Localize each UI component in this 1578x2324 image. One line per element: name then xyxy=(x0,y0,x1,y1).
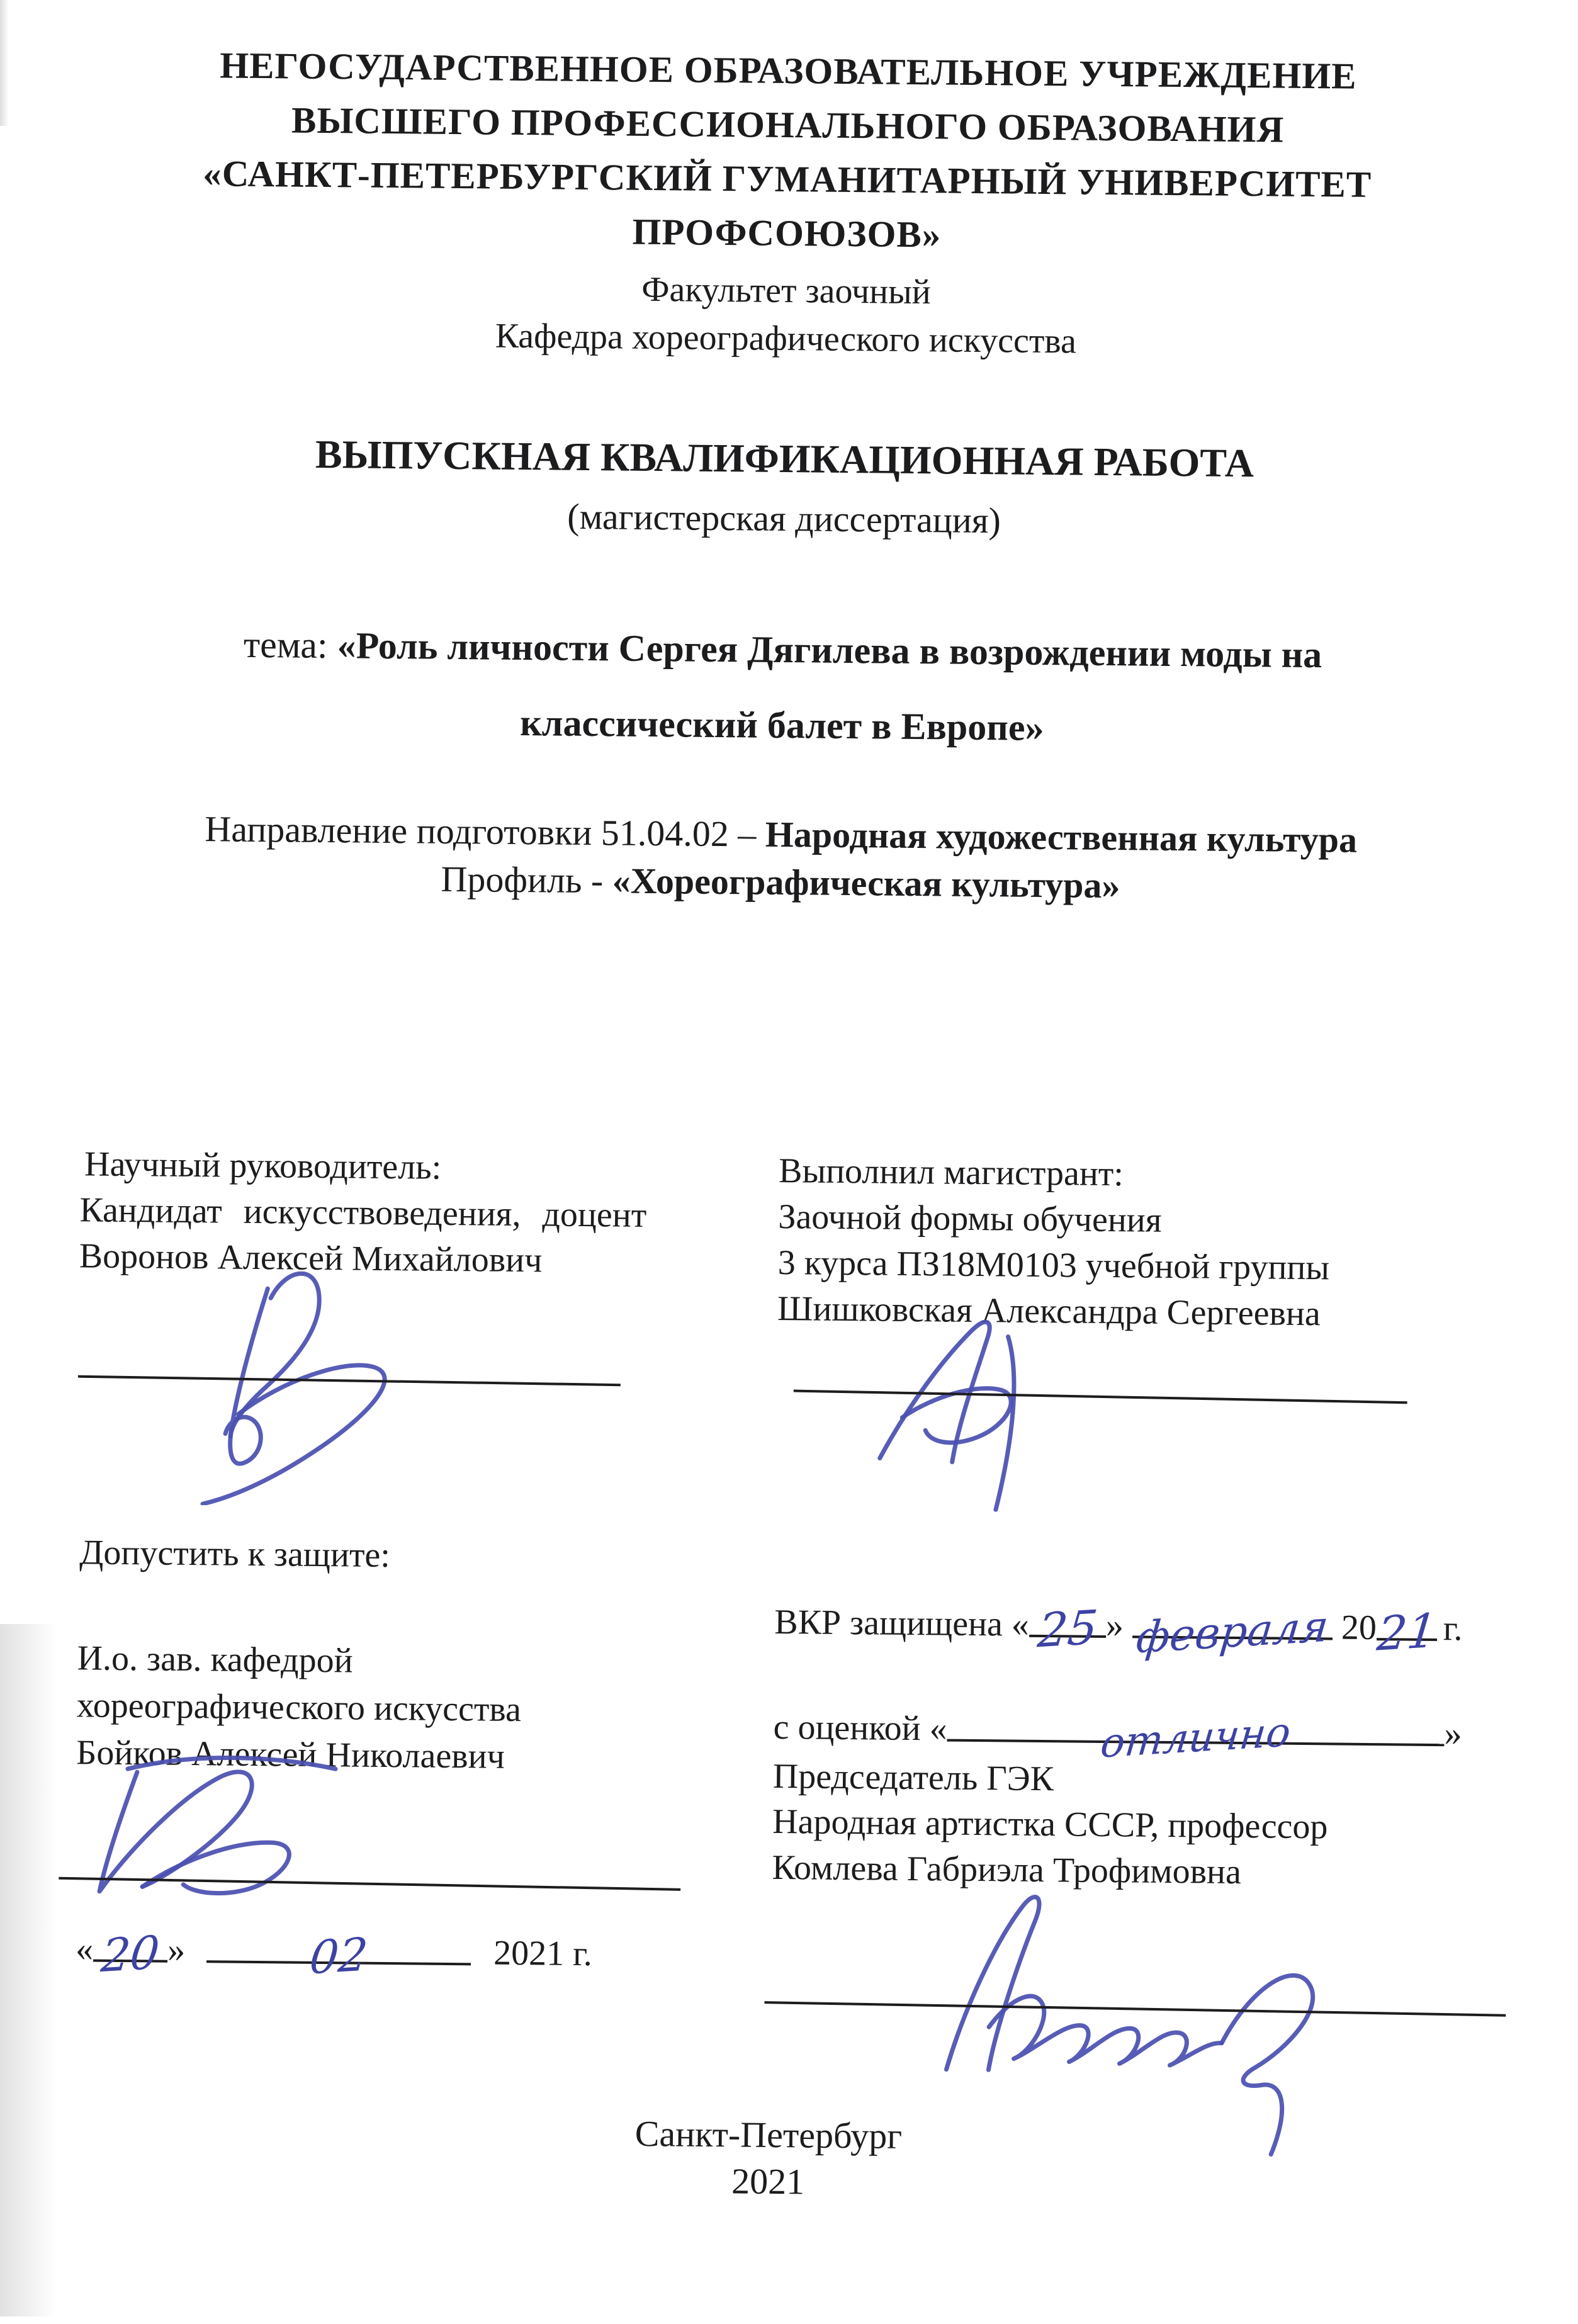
admission-approver-name: Бойков Алексей Николаевич xyxy=(76,1733,505,1776)
university-name-line-3: «САНКТ-ПЕТЕРБУРГСКИЙ ГУМАНИТАРНЫЙ УНИВЕРСИТЕТ xyxy=(203,152,1372,205)
work-subtype: (магистерская диссертация) xyxy=(567,495,1001,541)
faculty-line: Факультет заочный xyxy=(641,269,932,312)
defense-quote-close: » xyxy=(1105,1605,1124,1645)
admission-signature-ink xyxy=(67,1740,383,1913)
admission-position-line-2: хореографического искусства xyxy=(76,1686,522,1730)
admission-date-line xyxy=(75,1926,593,1985)
grade-handwritten: отлично xyxy=(1098,1708,1293,1768)
footer-year: 2021 xyxy=(731,2160,805,2203)
student-group-line: 3 курса ПЗ18М0103 учебной группы xyxy=(777,1243,1330,1288)
chairman-title: Председатель ГЭК xyxy=(772,1756,1054,1799)
program-label: Направление подготовки 51.04.02 – xyxy=(205,808,766,855)
supervisor-degree: Кандидат искусствоведения, доцент xyxy=(79,1190,647,1235)
program-name: Народная художественная культура xyxy=(765,813,1358,860)
admission-date-month-field xyxy=(206,1927,471,1985)
admission-date-month-handwritten: 02 xyxy=(307,1927,371,1985)
admission-date-quote-close: » xyxy=(167,1930,186,1970)
topic-prefix: тема: xyxy=(243,623,337,667)
admission-heading: Допустить к защите: xyxy=(79,1533,391,1576)
work-type-title: ВЫПУСКНАЯ КВАЛИФИКАЦИОННАЯ РАБОТА xyxy=(315,431,1254,486)
admission-date-year: 2021 г. xyxy=(493,1933,593,1974)
defense-day-handwritten: 25 xyxy=(1035,1600,1100,1659)
grade-prefix: с оценкой « xyxy=(773,1707,947,1749)
student-signature-ink xyxy=(842,1300,1108,1517)
supervisor-name: Воронов Алексей Михайлович xyxy=(79,1236,543,1280)
university-name-line-1: НЕГОСУДАРСТВЕННОЕ ОБРАЗОВАТЕЛЬНОЕ УЧРЕЖДЕНИЕ xyxy=(219,44,1357,97)
defense-day-field xyxy=(1029,1600,1106,1659)
defense-date-line xyxy=(774,1600,1463,1664)
supervisor-heading: Научный руководитель: xyxy=(84,1144,442,1187)
university-name-line-2: ВЫСШЕГО ПРОФЕССИОНАЛЬНОГО ОБРАЗОВАНИЯ xyxy=(291,99,1285,150)
student-name: Шишковская Александра Сергеевна xyxy=(777,1289,1321,1334)
student-heading: Выполнил магистрант: xyxy=(778,1151,1124,1194)
admission-date-quote-open: « xyxy=(75,1929,94,1969)
admission-date-day-field xyxy=(93,1926,167,1983)
chairman-honorific-line: Народная артистка СССР, профессор xyxy=(772,1802,1328,1847)
admission-date-day-handwritten: 20 xyxy=(99,1926,162,1983)
topic-line-1 xyxy=(0,621,1572,679)
admission-position-line-1: И.о. зав. кафедрой xyxy=(77,1639,353,1681)
defense-month-handwritten: февраля xyxy=(1134,1601,1331,1664)
university-name-line-4: ПРОФСОЮЗОВ» xyxy=(632,210,942,256)
grade-field xyxy=(947,1708,1444,1768)
profile-name: «Хореографическая культура» xyxy=(612,860,1120,906)
grade-quote-close: » xyxy=(1444,1714,1462,1754)
defense-month-field xyxy=(1132,1601,1333,1664)
defense-prefix: ВКР защищена « xyxy=(774,1602,1030,1644)
defense-year-handwritten: 21 xyxy=(1374,1603,1440,1662)
profile-label: Профиль - xyxy=(441,858,613,901)
footer-city: Санкт-Петербург xyxy=(634,2112,903,2157)
grade-line xyxy=(773,1707,1462,1768)
defense-year-suffix: г. xyxy=(1443,1609,1463,1649)
defense-year-printed: 20 xyxy=(1341,1608,1377,1648)
chairman-name: Комлева Габриэла Трофимовна xyxy=(772,1847,1242,1892)
topic-line-2: классический балет в Европе» xyxy=(519,701,1044,748)
profile-line xyxy=(0,854,1570,911)
defense-year-field xyxy=(1374,1603,1440,1662)
student-study-form: Заочной формы обучения xyxy=(778,1197,1162,1240)
topic-title-part-1: «Роль личности Сергея Дягилева в возрождении моды на xyxy=(337,624,1322,676)
program-line xyxy=(0,806,1570,863)
department-line: Кафедра хореографического искусства xyxy=(495,316,1077,361)
